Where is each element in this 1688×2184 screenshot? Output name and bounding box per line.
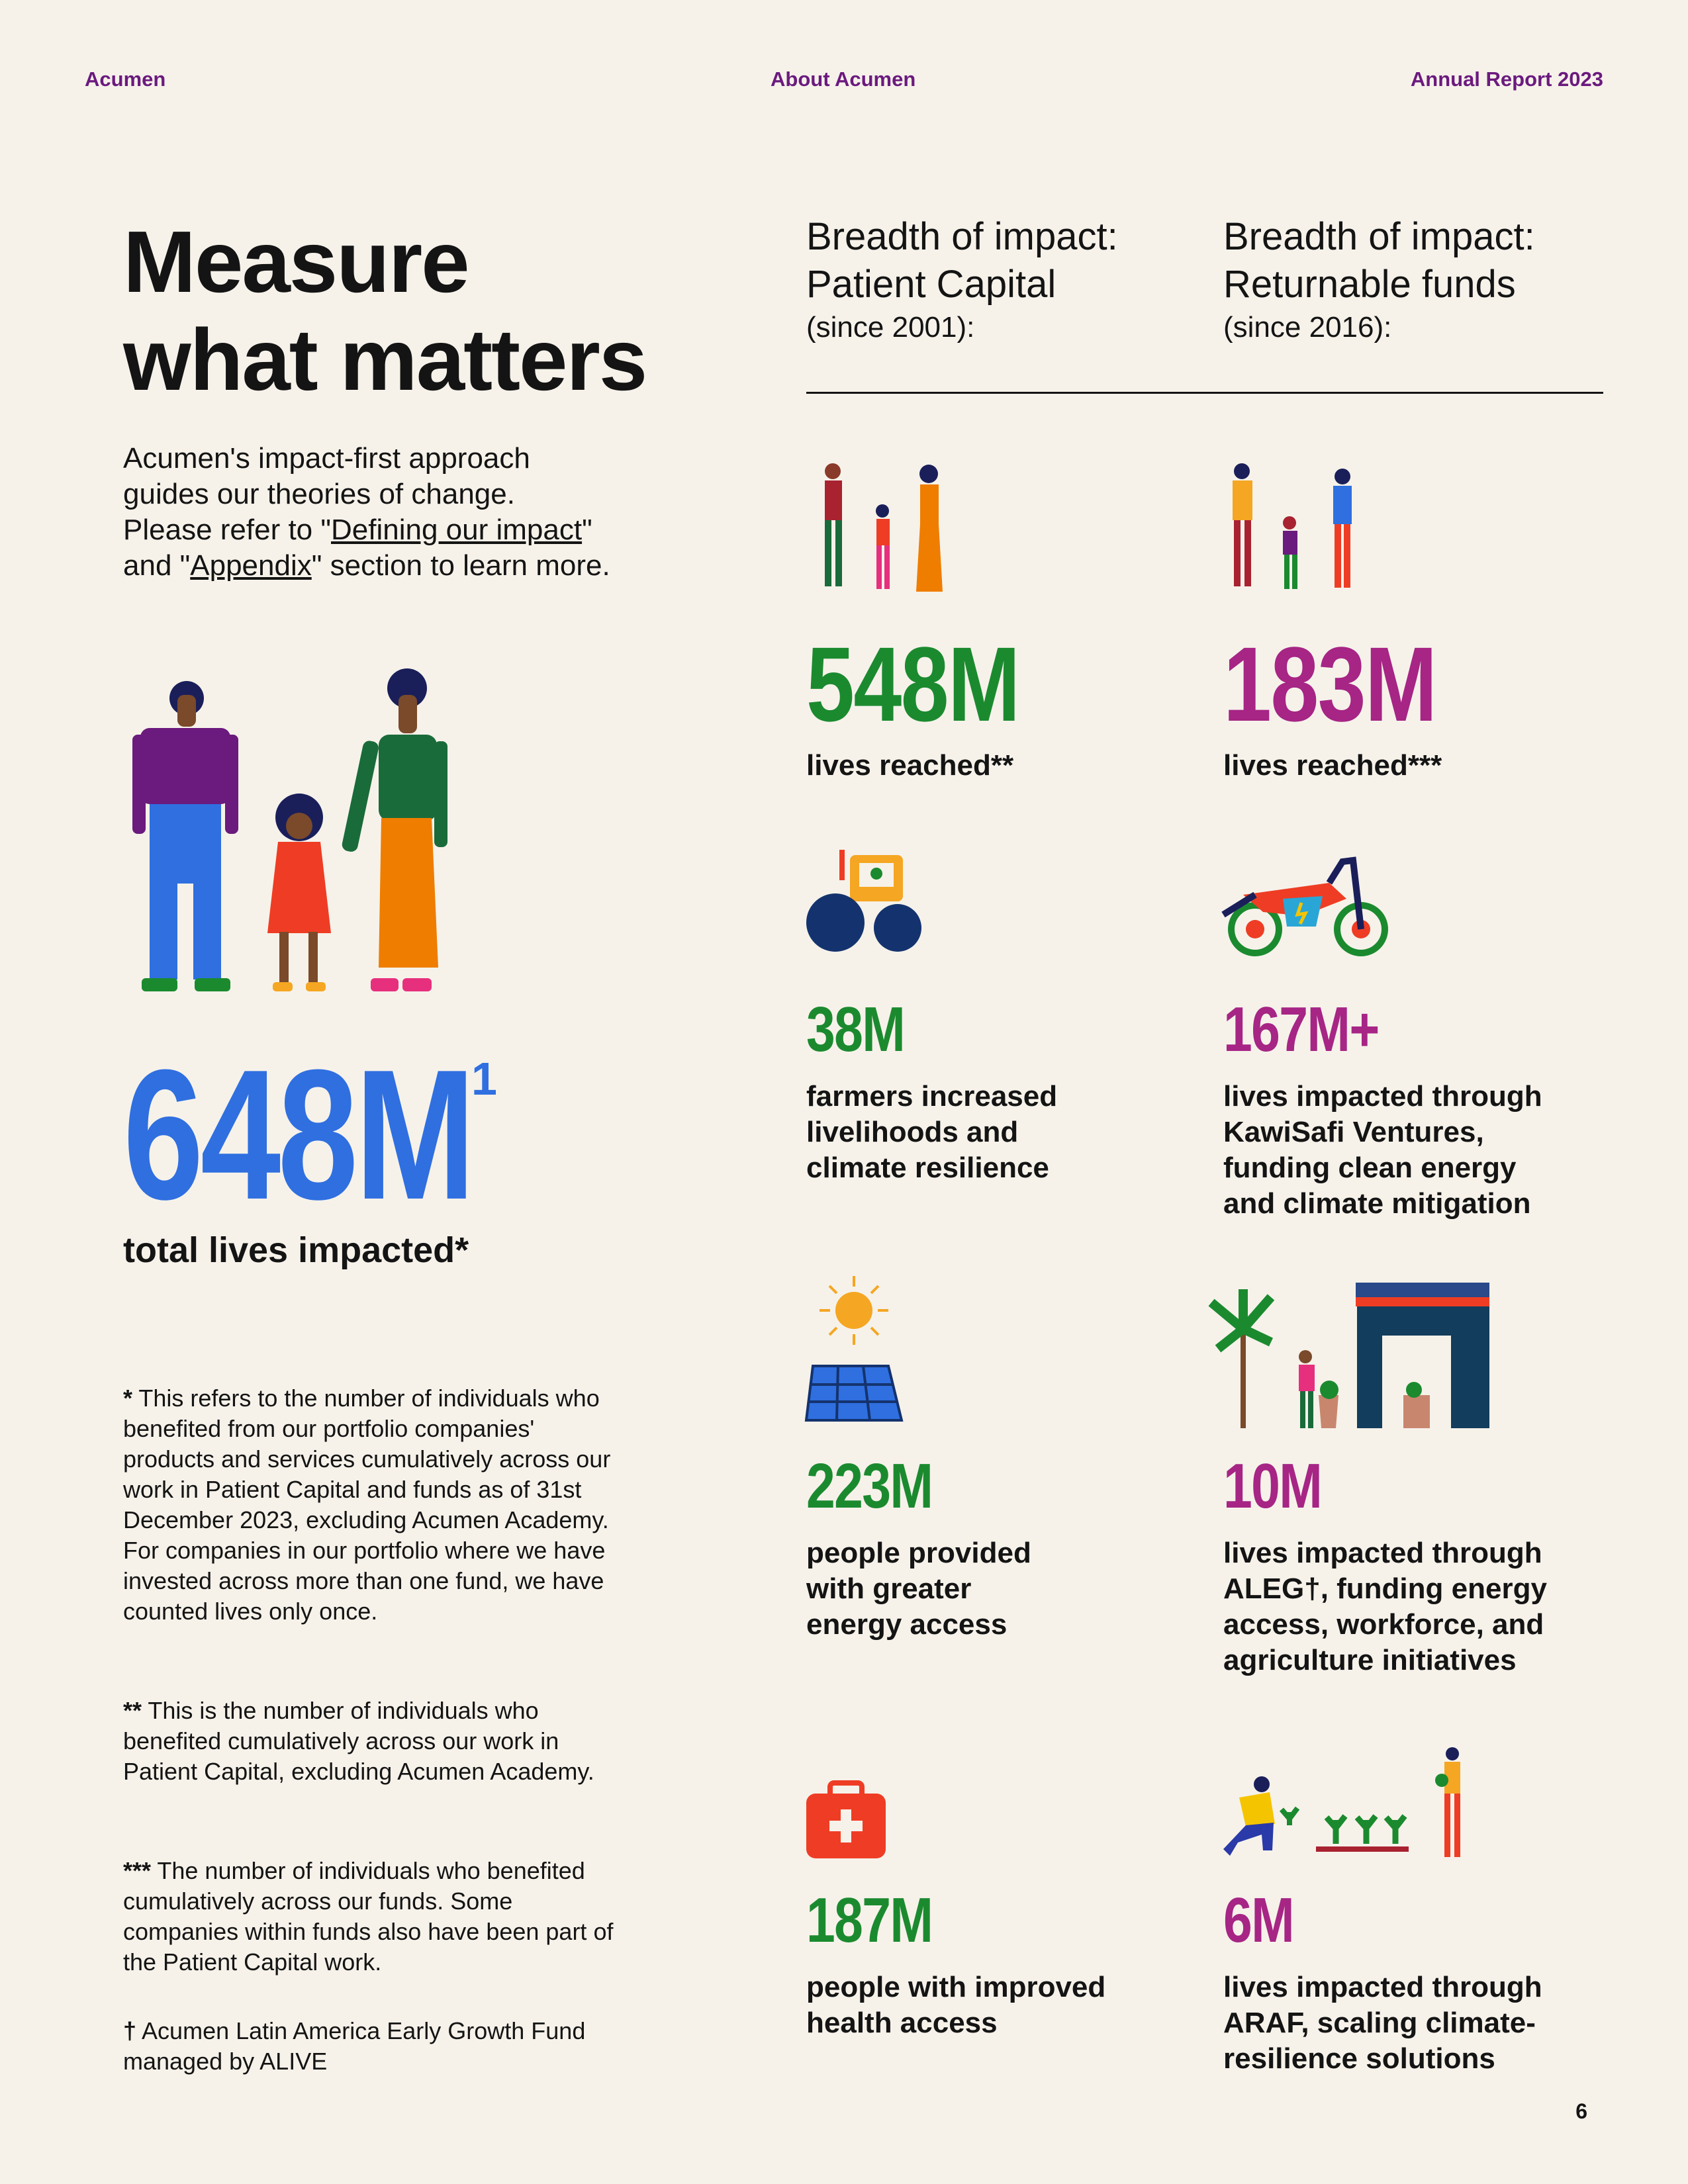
stat-health-access-value: 187M <box>806 1885 933 1956</box>
stat-energy-access-label-2: with greater <box>806 1572 972 1605</box>
footnote-1-text: This refers to the number of individuals who benefited from our portfolio companies' products and services cumulatively across our work in Patient Capital and funds as of 31st December 2023, excluding Acumen Academy. For companies in our portfolio where we have invested across more than one fund, we have counted lives only once. <box>123 1385 611 1625</box>
stat-kawisafi-label-1: lives impacted through <box>1223 1080 1542 1113</box>
stat-health-access-label-2: health access <box>806 2007 998 2039</box>
appendix-link[interactable]: Appendix <box>190 549 312 582</box>
stat-aleg-label-4: agriculture initiatives <box>1223 1644 1517 1676</box>
stat-farmers-value: 38M <box>806 994 905 1065</box>
returnable-funds-title-1: Breadth of impact: <box>1223 215 1535 258</box>
stat-aleg-label <box>1223 1535 1547 1678</box>
stat-araf-label-3: resilience solutions <box>1223 2042 1495 2075</box>
footnote-3 <box>123 1856 626 1978</box>
climate-farming-icon <box>1223 1746 1468 1862</box>
defining-impact-link[interactable]: Defining our impact <box>331 514 583 546</box>
tractor-icon <box>806 848 925 954</box>
solar-panel-icon <box>806 1276 906 1423</box>
stat-lives-reached-funds-label: lives reached*** <box>1223 749 1442 782</box>
stat-energy-access-label <box>806 1535 1031 1643</box>
returnable-funds-title-2: Returnable funds <box>1223 263 1516 306</box>
stat-aleg-label-3: access, workforce, and <box>1223 1608 1544 1641</box>
stat-kawisafi-label-4: and climate mitigation <box>1223 1187 1531 1220</box>
footnote-1 <box>123 1383 626 1627</box>
footnote-2 <box>123 1696 626 1787</box>
stat-lives-reached-funds-value: 183M <box>1223 625 1436 743</box>
stat-araf-label-1: lives impacted through <box>1223 1971 1542 2003</box>
stat-araf-label <box>1223 1970 1542 2077</box>
returnable-funds-heading <box>1223 213 1535 347</box>
stat-farmers-label-1: farmers increased <box>806 1080 1058 1113</box>
stat-lives-reached-patient-label: lives reached** <box>806 749 1014 782</box>
patient-capital-since: (since 2001): <box>806 311 975 343</box>
footnote-4-text: Acumen Latin America Early Growth Fund managed by ALIVE <box>123 2017 586 2075</box>
total-lives-superscript: 1 <box>471 1053 497 1105</box>
intro-paragraph <box>123 441 686 584</box>
footnote-4 <box>123 2016 586 2077</box>
total-lives-label: total lives impacted* <box>123 1230 469 1270</box>
electric-motorbike-icon <box>1223 855 1395 961</box>
stat-health-access-label <box>806 1970 1105 2041</box>
footnote-4-mark: † <box>123 2017 137 2044</box>
stat-farmers-label-2: livelihoods and <box>806 1116 1019 1148</box>
intro-line-3-pre: Please refer to " <box>123 514 331 546</box>
intro-line-4-post: " section to learn more. <box>311 549 610 582</box>
page-number: 6 <box>1575 2099 1587 2123</box>
heading-divider <box>806 392 1603 394</box>
title-line-2: what matters <box>123 311 647 408</box>
stat-energy-access-value: 223M <box>806 1451 933 1522</box>
footnote-3-mark: *** <box>123 1857 152 1884</box>
stat-aleg-label-2: ALEG†, funding energy <box>1223 1572 1547 1605</box>
stat-kawisafi-label-3: funding clean energy <box>1223 1152 1517 1184</box>
intro-line-1: Acumen's impact-first approach <box>123 442 530 475</box>
header-brand: Acumen <box>85 68 166 91</box>
stat-kawisafi-value: 167M+ <box>1223 994 1379 1065</box>
intro-line-2: guides our theories of change. <box>123 478 515 510</box>
footnote-1-mark: * <box>123 1385 133 1412</box>
total-lives-value: 648M <box>123 1032 473 1238</box>
stat-kawisafi-label-2: KawiSafi Ventures, <box>1223 1116 1484 1148</box>
stat-energy-access-label-3: energy access <box>806 1608 1008 1641</box>
header-report: Annual Report 2023 <box>1410 68 1603 91</box>
stat-health-access-label-1: people with improved <box>806 1971 1106 2003</box>
patient-capital-heading <box>806 213 1118 347</box>
returnable-funds-since: (since 2016): <box>1223 311 1392 343</box>
stat-aleg-label-1: lives impacted through <box>1223 1537 1542 1569</box>
people-group-icon <box>806 462 959 601</box>
patient-capital-title-1: Breadth of impact: <box>806 215 1118 258</box>
child-figure-red <box>267 794 331 991</box>
stat-farmers-label <box>806 1079 1057 1186</box>
stat-kawisafi-label <box>1223 1079 1542 1222</box>
header-section: About Acumen <box>771 68 916 91</box>
intro-line-3-post: " <box>582 514 592 546</box>
footnote-3-text: The number of individuals who benefited cumulatively across our funds. Some companies within funds also have been part of the Patient Capital work. <box>123 1857 614 1976</box>
adult-figure-green <box>341 668 447 991</box>
footnote-2-mark: ** <box>123 1697 142 1724</box>
family-illustration <box>132 668 463 1006</box>
stat-farmers-label-3: climate resilience <box>806 1152 1049 1184</box>
adult-figure-purple <box>132 681 238 991</box>
footnote-2-text: This is the number of individuals who benefited cumulatively across our work in Patient Capital, excluding Acumen Academy. <box>123 1697 594 1785</box>
patient-capital-title-2: Patient Capital <box>806 263 1056 306</box>
agriculture-workshop-icon <box>1205 1283 1496 1430</box>
stat-aleg-value: 10M <box>1223 1451 1322 1522</box>
stat-araf-value: 6M <box>1223 1885 1294 1956</box>
first-aid-kit-icon <box>806 1783 886 1858</box>
people-group-icon-funds <box>1223 462 1376 601</box>
stat-araf-label-2: ARAF, scaling climate- <box>1223 2007 1536 2039</box>
stat-lives-reached-patient-value: 548M <box>806 625 1019 743</box>
page-title <box>123 213 646 409</box>
stat-energy-access-label-1: people provided <box>806 1537 1031 1569</box>
intro-line-4-pre: and " <box>123 549 191 582</box>
title-line-1: Measure <box>123 213 469 310</box>
